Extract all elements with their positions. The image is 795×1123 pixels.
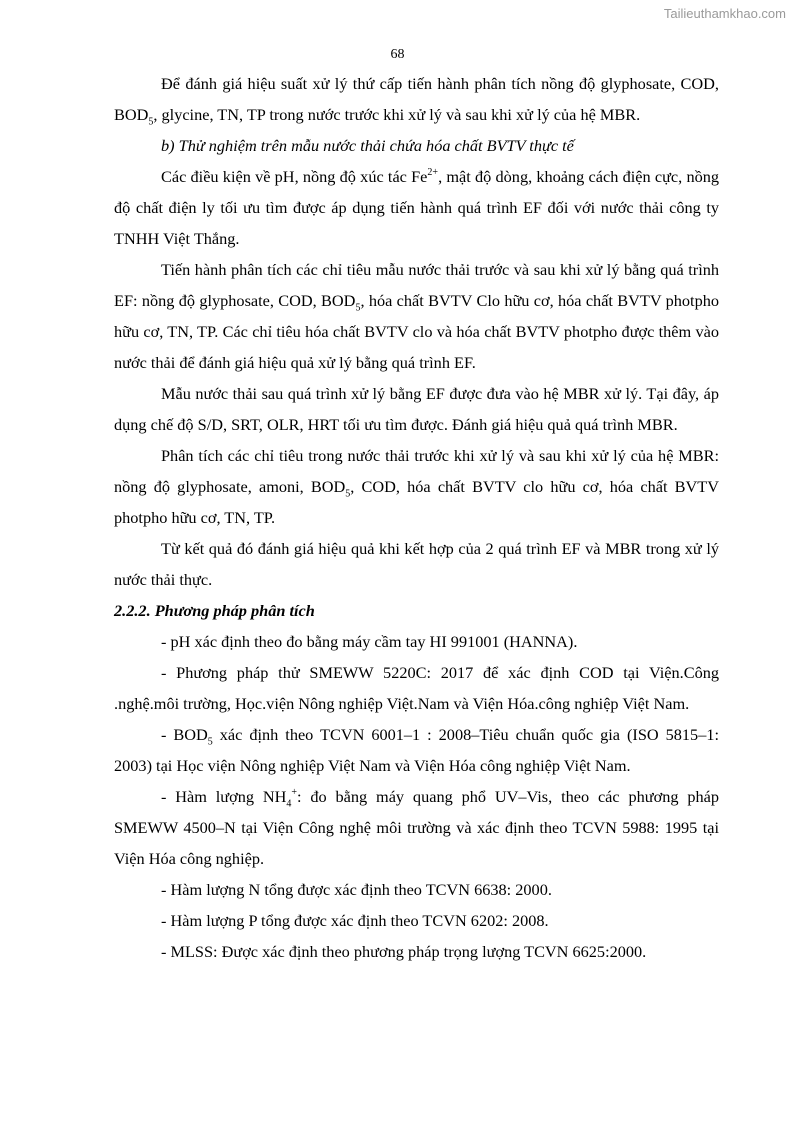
method-item-total-n: - Hàm lượng N tổng được xác định theo TCVN 6638: 2000.: [161, 880, 552, 899]
section-heading: 2.2.2. Phương pháp phân tích: [114, 601, 315, 620]
subheading-real-wastewater-test: b) Thử nghiệm trên mẫu nước thải chứa hóa chất BVTV thực tế: [161, 136, 574, 155]
method-item-ph: - pH xác định theo đo bằng máy cầm tay HI 991001 (HANNA).: [161, 632, 578, 651]
paragraph-mbr-analysis: Phân tích các chỉ tiêu trong nước thải trước khi xử lý và sau khi xử lý của hệ MBR: nồng độ glyphosate, amoni, $BOD_5$, COD, hóa chất BVTV clo hữu cơ, hóa chất BVTV photpho hữu cơ, TN, TP.: [114, 446, 720, 527]
method-item-total-p: - Hàm lượng P tổng được xác định theo TCVN 6202: 2008.: [161, 911, 549, 930]
method-item-bod: - $BOD_5$ xác định theo TCVN 6001–1 : 2008–Tiêu chuẩn quốc gia (ISO 5815–1: 2003) tại Học viện Nông nghiệp Việt Nam và Viện Hóa công nghiệp Việt Nam.: [114, 725, 719, 775]
method-item-mlss: - MLSS: Được xác định theo phương pháp trọng lượng TCVN 6625:2000.: [161, 942, 647, 961]
page-number: 68: [390, 47, 405, 62]
watermark: Tailieuthamkhao.com: [663, 6, 786, 21]
document-body: [114, 68, 719, 967]
paragraph-mbr-treatment: Mẫu nước thải sau quá trình xử lý bằng EF được đưa vào hệ MBR xử lý. Tại đây, áp dụng chế độ S/D, SRT, OLR, HRT tối ưu tìm được. Đánh giá hiệu quả quá trình MBR.: [114, 384, 719, 434]
paragraph-combined-evaluation: Từ kết quả đó đánh giá hiệu quả khi kết hợp của 2 quá trình EF và MBR trong xử lý nước thải thực.: [114, 539, 719, 589]
paragraph-ef-analysis: Tiến hành phân tích các chỉ tiêu mẫu nước thải trước và sau khi xử lý bằng quá trình EF: nồng độ glyphosate, COD, $BOD_5$, hóa chất BVTV Clo hữu cơ, hóa chất BVTV photpho hữu cơ, TN, TP. Các chỉ tiêu hóa chất BVTV clo và hóa chất BVTV photpho được thêm vào nước thải để đánh giá hiệu quả xử lý bằng quá trình EF.: [114, 260, 719, 372]
paragraph-ef-conditions: Các điều kiện về pH, nồng độ xúc tác $Fe^{2+}$, mật độ dòng, khoảng cách điện cực, nồng độ chất điện ly tối ưu tìm được áp dụng tiến hành quá trình EF đối với nước thải công ty TNHH Việt Thắng.: [114, 166, 720, 248]
method-item-cod: - Phương pháp thử SMEWW 5220C: 2017 để xác định COD tại Viện.Công .nghệ.môi trường, Học.viện Nông nghiệp Việt.Nam và Viện Hóa.công nghiệp Việt Nam.: [114, 663, 719, 713]
method-item-ammonium: - Hàm lượng $NH_4^+$: đo bằng máy quang phổ UV–Vis, theo các phương pháp SMEWW 4500–N tại Viện Công nghệ môi trường và xác định theo TCVN 5988: 1995 tại Viện Hóa công nghiệp.: [114, 786, 719, 868]
paragraph-secondary-treatment: Để đánh giá hiệu suất xử lý thứ cấp tiến hành phân tích nồng độ glyphosate, COD, $BOD_5$, glycine, TN, TP trong nước trước khi xử lý và sau khi xử lý của hệ MBR.: [114, 74, 719, 128]
